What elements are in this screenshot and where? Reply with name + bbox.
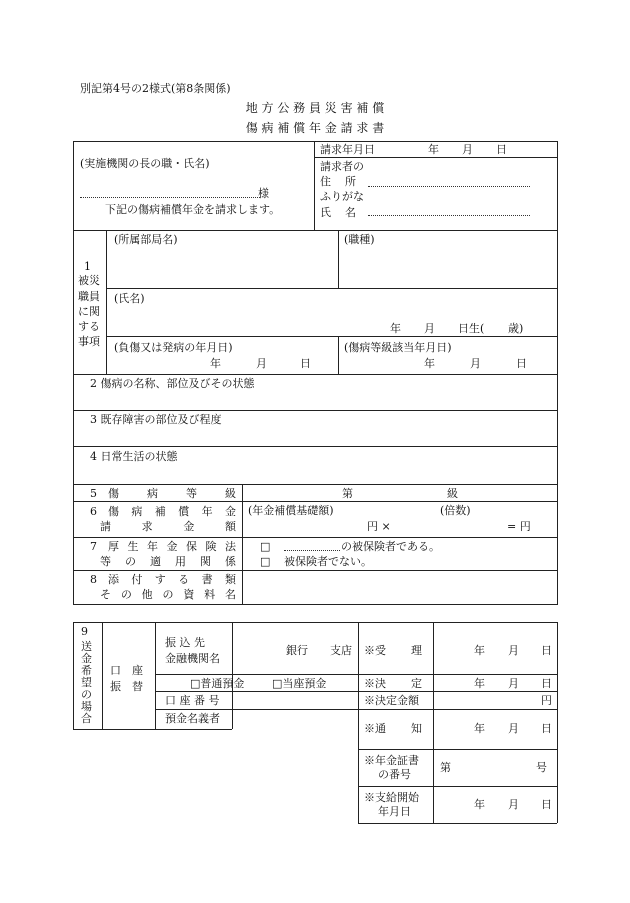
injury-month: 月 bbox=[256, 357, 267, 370]
section-7-number: 7 bbox=[90, 540, 97, 553]
section-4-label: 4 日常生活の状態 bbox=[90, 450, 178, 463]
injury-date-label: (負傷又は発病の年月日) bbox=[114, 341, 233, 354]
grade-month: 月 bbox=[470, 357, 481, 370]
section-1-label-1: 職員 bbox=[78, 290, 100, 303]
receipt-month: 月 bbox=[508, 644, 519, 657]
form-title-line1: 地 方 公 務 員 災 害 補 償 bbox=[245, 101, 385, 115]
start-month: 月 bbox=[508, 798, 519, 811]
section-8-label-line1: 添 付 す る 書 類 bbox=[108, 573, 236, 586]
notice-day: 日 bbox=[541, 722, 552, 735]
equals-yen: = 円 bbox=[507, 520, 531, 533]
request-date-month: 月 bbox=[462, 143, 473, 156]
agency-head-label: (実施機関の長の職・氏名) bbox=[80, 157, 210, 170]
request-sentence: 下記の傷病補償年金を請求します。 bbox=[105, 203, 281, 216]
furigana-label: ふりがな bbox=[320, 190, 364, 203]
claimant-label: 請求者の bbox=[320, 160, 364, 173]
section-6-label-line1: 傷 病 補 償 年 金 bbox=[108, 505, 236, 518]
section-1-label-4: 事項 bbox=[78, 335, 100, 348]
bank-label-1: 振 込 先 bbox=[165, 636, 205, 649]
birth-day-suffix: 日生( bbox=[458, 322, 485, 335]
claimant-name-line[interactable] bbox=[368, 215, 530, 216]
cert-number-label-1: ※年金証書 bbox=[364, 754, 419, 767]
notice-month: 月 bbox=[508, 722, 519, 735]
section-1-number: 1 bbox=[84, 260, 91, 273]
section-8-label-line2: そ の 他 の 資 料 名 bbox=[100, 588, 236, 601]
yen-times: 円 × bbox=[367, 520, 391, 533]
decided-amount-label: ※決定金額 bbox=[364, 694, 419, 707]
start-day: 日 bbox=[541, 798, 552, 811]
section-9-vlabel-5: 場 bbox=[81, 700, 92, 713]
birth-year: 年 bbox=[390, 322, 401, 335]
section-9-vlabel-0: 送 bbox=[81, 640, 92, 653]
account-number-label: 口 座 番 号 bbox=[165, 694, 220, 707]
agency-head-line[interactable] bbox=[80, 197, 260, 198]
current-deposit-checkbox[interactable]: □当座預金 bbox=[272, 677, 327, 690]
cert-number-label-2: の番号 bbox=[378, 768, 411, 781]
receipt-label-2: 理 bbox=[411, 644, 422, 657]
branch-label: 支店 bbox=[330, 644, 352, 657]
insured-law-line[interactable] bbox=[284, 550, 340, 551]
start-date-label-1: ※支給開始 bbox=[364, 791, 419, 804]
insured-option-text: の被保険者である。 bbox=[341, 540, 440, 553]
birth-month: 月 bbox=[424, 322, 435, 335]
address-line[interactable] bbox=[368, 186, 530, 187]
decision-month: 月 bbox=[508, 677, 519, 690]
section-7-label-line2: 等 の 適 用 関 係 bbox=[100, 555, 236, 568]
ordinary-deposit-checkbox[interactable]: □普通預金 bbox=[190, 677, 245, 690]
address-label-2: 所 bbox=[345, 175, 356, 188]
bank-label-2: 金融機関名 bbox=[165, 652, 220, 665]
section-1-label-2: に関 bbox=[78, 305, 100, 318]
not-insured-checkbox[interactable]: □ bbox=[260, 555, 271, 568]
notice-label-2: 知 bbox=[411, 722, 422, 735]
address-label-1: 住 bbox=[320, 175, 331, 188]
decision-label-1: ※決 bbox=[364, 677, 386, 690]
section-9-vlabel-1: 金 bbox=[81, 652, 92, 665]
grade-date-label: (傷病等級該当年月日) bbox=[344, 341, 452, 354]
decision-year: 年 bbox=[474, 677, 485, 690]
dept-label: (所属部局名) bbox=[114, 233, 178, 246]
receipt-day: 日 bbox=[541, 644, 552, 657]
section-5-label: 傷 病 等 級 bbox=[108, 487, 236, 500]
claimant-name-label-2: 名 bbox=[345, 206, 356, 219]
victim-name-label: (氏名) bbox=[114, 292, 145, 305]
injury-year: 年 bbox=[210, 357, 221, 370]
notice-year: 年 bbox=[474, 722, 485, 735]
section-3-label: 3 既存障害の部位及び程度 bbox=[90, 413, 222, 426]
job-label: (職種) bbox=[344, 233, 375, 246]
section-9-vlabel-6: 合 bbox=[81, 712, 92, 725]
section-9-number: 9 bbox=[81, 625, 88, 638]
section-1-label-3: する bbox=[78, 320, 100, 333]
base-amount-label: (年金補償基礎額) bbox=[248, 504, 334, 517]
section-6-label-line2: 請 求 金 額 bbox=[100, 520, 236, 533]
decision-day: 日 bbox=[541, 677, 552, 690]
section-1-label-0: 被災 bbox=[78, 274, 100, 287]
section-7-label-line1: 厚 生 年 金 保 険 法 bbox=[108, 540, 236, 553]
account-transfer-2: 振 替 bbox=[110, 680, 143, 693]
start-date-label-2: 年月日 bbox=[378, 805, 411, 818]
multiplier-label: (倍数) bbox=[440, 504, 471, 517]
section-2-label: 2 傷病の名称、部位及びその状態 bbox=[90, 377, 255, 390]
start-year: 年 bbox=[474, 798, 485, 811]
grade-year: 年 bbox=[424, 357, 435, 370]
form-number: 別記第4号の2様式(第8条関係) bbox=[80, 82, 231, 95]
section-5-number: 5 bbox=[90, 487, 97, 500]
section-9-vlabel-3: 望 bbox=[81, 676, 92, 689]
section-6-number: 6 bbox=[90, 505, 97, 518]
decision-label-2: 定 bbox=[411, 677, 422, 690]
receipt-year: 年 bbox=[474, 644, 485, 657]
request-date-day: 日 bbox=[496, 143, 507, 156]
grade-dai: 第 bbox=[342, 487, 353, 500]
receipt-label-1: ※受 bbox=[364, 644, 386, 657]
grade-kyu: 級 bbox=[447, 487, 458, 500]
decided-amount-yen: 円 bbox=[541, 694, 552, 707]
section-8-number: 8 bbox=[90, 573, 97, 586]
cert-number-dai: 第 bbox=[440, 761, 451, 774]
form-title-line2: 傷 病 補 償 年 金 請 求 書 bbox=[245, 121, 385, 135]
cert-number-go: 号 bbox=[536, 761, 547, 774]
notice-label-1: ※通 bbox=[364, 722, 386, 735]
insured-checkbox[interactable]: □ bbox=[260, 540, 271, 553]
account-holder-label: 預金名義者 bbox=[165, 712, 220, 725]
request-date-label: 請求年月日 bbox=[320, 143, 375, 156]
section-9-vlabel-2: 希 bbox=[81, 664, 92, 677]
section-9-vlabel-4: の bbox=[81, 688, 92, 701]
claimant-name-label-1: 氏 bbox=[320, 206, 331, 219]
not-insured-option-text: 被保険者でない。 bbox=[284, 555, 372, 568]
grade-day: 日 bbox=[516, 357, 527, 370]
account-transfer-1: 口 座 bbox=[110, 664, 143, 677]
bank-label: 銀行 bbox=[286, 644, 308, 657]
sama-label: 様 bbox=[258, 187, 269, 200]
age-suffix: 歳) bbox=[508, 322, 524, 335]
request-date-year: 年 bbox=[428, 143, 439, 156]
injury-day: 日 bbox=[300, 357, 311, 370]
